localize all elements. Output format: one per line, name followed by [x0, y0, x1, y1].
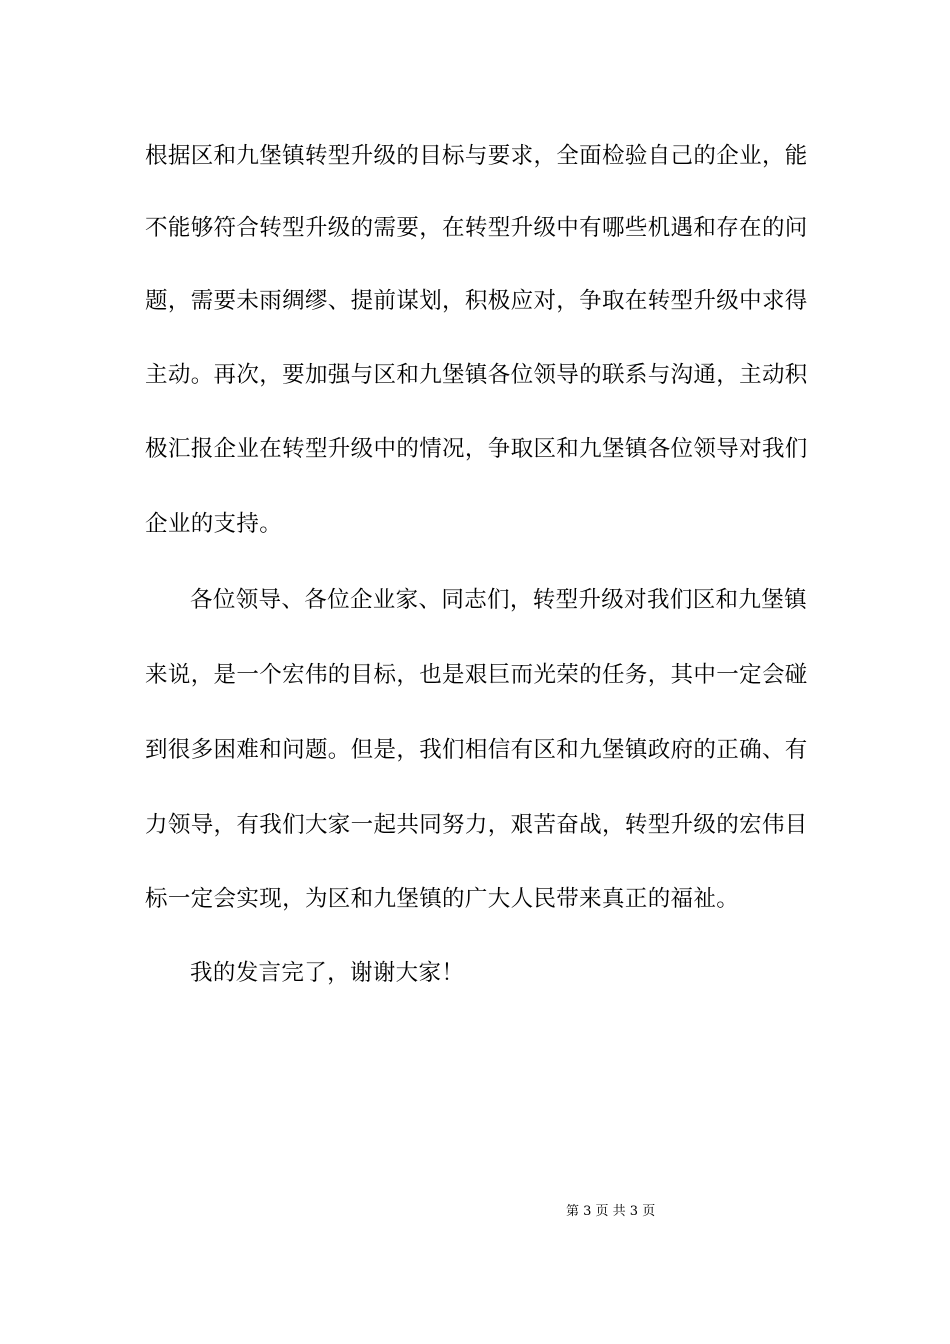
paragraph-1-line-3: 题，需要未雨绸缪、提前谋划，积极应对，争取在转型升级中求得 [145, 288, 808, 314]
paragraph-1-line-5: 极汇报企业在转型升级中的情况，争取区和九堡镇各位领导对我们 [145, 436, 808, 462]
paragraph-2-line-2: 来说，是一个宏伟的目标，也是艰巨而光荣的任务，其中一定会碰 [145, 662, 808, 688]
paragraph-2-line-1: 各位领导、各位企业家、同志们，转型升级对我们区和九堡镇 [190, 587, 807, 613]
paragraph-2-line-5: 标一定会实现，为区和九堡镇的广大人民带来真正的福祉。 [145, 886, 740, 912]
paragraph-3-line-1: 我的发言完了，谢谢大家！ [190, 960, 465, 986]
paragraph-1-line-6: 企业的支持。 [145, 511, 283, 537]
paragraph-1-line-2: 不能够符合转型升级的需要，在转型升级中有哪些机遇和存在的问 [145, 215, 808, 241]
paragraph-2-line-4: 力领导，有我们大家一起共同努力，艰苦奋战，转型升级的宏伟目 [145, 812, 808, 838]
paragraph-1-line-4: 主动。再次，要加强与区和九堡镇各位领导的联系与沟通，主动积 [145, 362, 808, 388]
page-footer: 第 3 页 共 3 页 [566, 1204, 656, 1219]
paragraph-1-line-1: 根据区和九堡镇转型升级的目标与要求，全面检验自己的企业，能 [145, 143, 808, 169]
paragraph-2-line-3: 到很多困难和问题。但是，我们相信有区和九堡镇政府的正确、有 [145, 737, 808, 763]
